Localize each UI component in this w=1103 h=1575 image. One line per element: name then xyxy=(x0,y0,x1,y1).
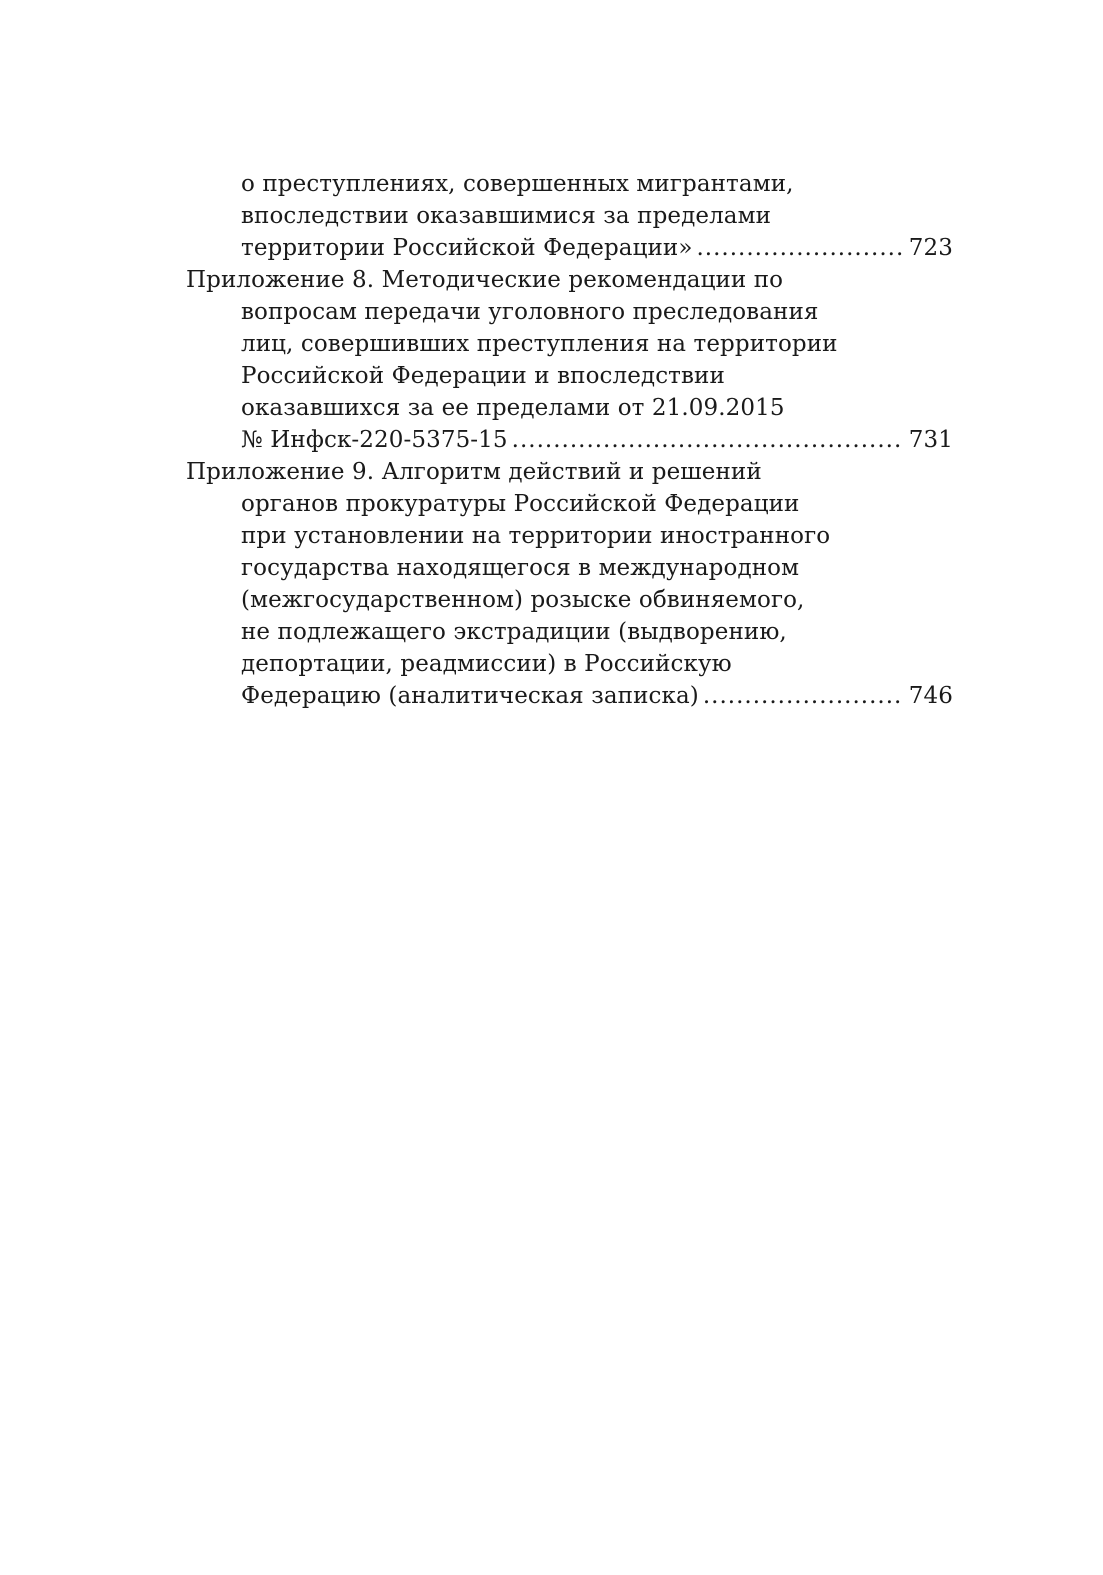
page-number: 746 xyxy=(908,683,953,709)
toc-entry-line: депортации, реадмиссии) в Российскую xyxy=(241,651,732,677)
toc-entry-title: Приложение 9. Алгоритм действий и решений xyxy=(186,459,762,485)
dot-leader xyxy=(703,680,903,712)
toc-entry-line: оказавшихся за ее пределами от 21.09.2015 xyxy=(241,395,785,421)
toc-entry-line: органов прокуратуры Российской Федерации xyxy=(241,491,800,517)
toc-entry-last-line xyxy=(186,680,953,712)
toc-entry-line: вопросам передачи уголовного преследования xyxy=(241,299,819,325)
toc-entry-line: не подлежащего экстрадиции (выдворению, xyxy=(241,619,787,645)
toc-entry-line: (межгосударственном) розыске обвиняемого, xyxy=(241,587,805,613)
toc-entry-line: Федерацию (аналитическая записка) xyxy=(241,683,699,709)
toc-entry-line: Российской Федерации и впоследствии xyxy=(241,363,725,389)
toc-entry-line: впоследствии оказавшимися за пределами xyxy=(241,203,772,229)
toc-entry-continuation[interactable] xyxy=(186,168,953,264)
toc-entry-line: территории Российской Федерации» xyxy=(241,235,693,261)
dot-leader xyxy=(697,232,903,264)
toc-entry-title: Приложение 8. Методические рекомендации по xyxy=(186,267,784,293)
toc-entry-line: № Инфск-220-5375-15 xyxy=(241,427,508,453)
toc-entry-last-line xyxy=(186,424,953,456)
toc-entry-line: при установлении на территории иностранного xyxy=(241,523,831,549)
page-number: 723 xyxy=(908,235,953,261)
toc-entry-appendix-8[interactable] xyxy=(186,264,953,456)
dot-leader xyxy=(512,424,903,456)
toc-entry-line: лиц, совершивших преступления на территории xyxy=(241,331,838,357)
toc-entry-line: о преступлениях, совершенных мигрантами, xyxy=(241,171,794,197)
page-number: 731 xyxy=(908,427,953,453)
table-of-contents xyxy=(186,168,953,712)
toc-entry-line: государства находящегося в международном xyxy=(241,555,800,581)
toc-entry-last-line xyxy=(186,232,953,264)
toc-entry-appendix-9[interactable] xyxy=(186,456,953,712)
